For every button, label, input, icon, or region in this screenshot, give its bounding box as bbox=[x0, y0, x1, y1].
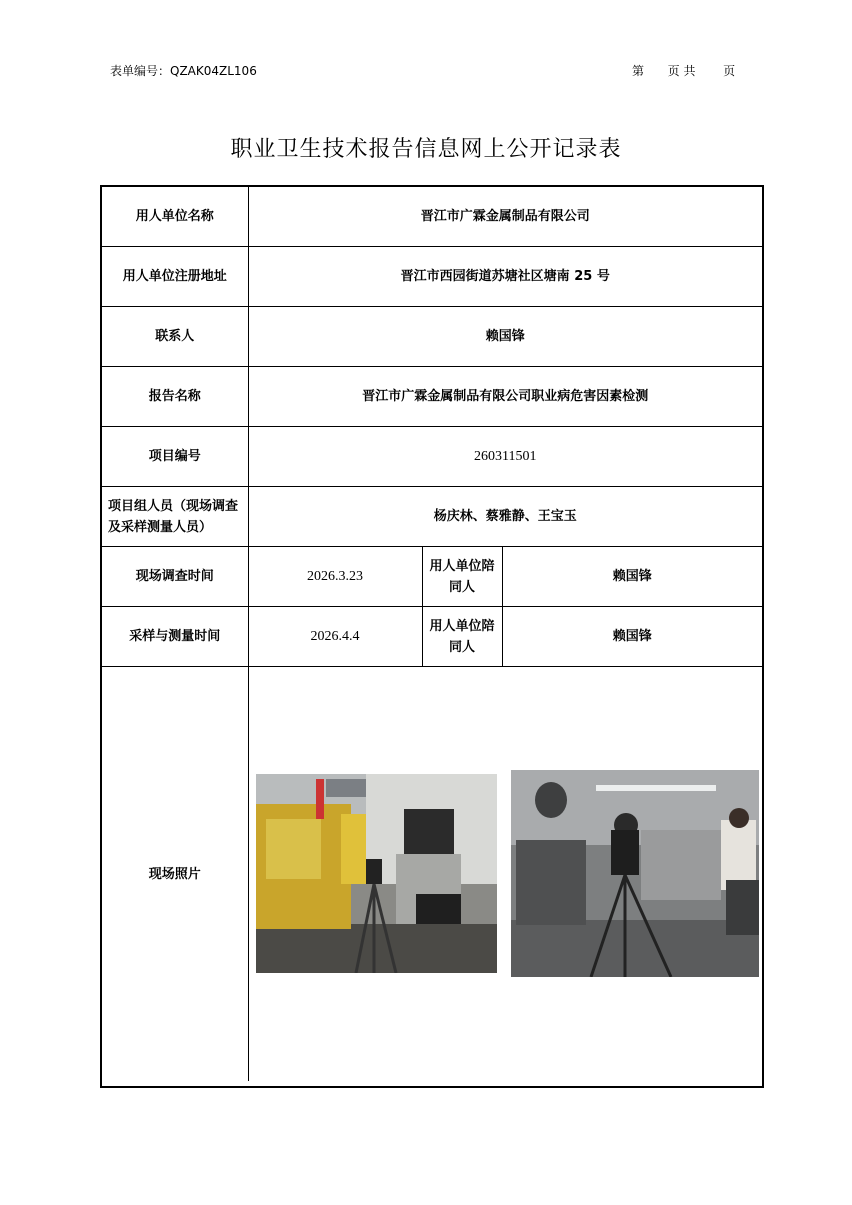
record-form bbox=[100, 185, 764, 1088]
record-table bbox=[102, 187, 762, 1081]
sampling-escort-label: 用人单位陪同人 bbox=[422, 607, 502, 667]
site-photo-1 bbox=[256, 774, 497, 973]
sampling-escort-value: 赖国锋 bbox=[502, 607, 762, 667]
page-label-suffix: 页 bbox=[723, 64, 736, 78]
employer-name-value: 晋江市广霖金属制品有限公司 bbox=[248, 187, 762, 247]
sampling-time-value: 2026.4.4 bbox=[248, 607, 422, 667]
row-project-no bbox=[102, 427, 762, 487]
team-value: 杨庆林、蔡雅静、王宝玉 bbox=[248, 487, 762, 547]
employer-address-value: 晋江市西园街道苏塘社区塘南 25 号 bbox=[248, 247, 762, 307]
employer-name-label: 用人单位名称 bbox=[102, 187, 248, 247]
photos-cell bbox=[248, 667, 762, 1082]
report-name-value: 晋江市广霖金属制品有限公司职业病危害因素检测 bbox=[248, 367, 762, 427]
row-report-name bbox=[102, 367, 762, 427]
row-sampling bbox=[102, 607, 762, 667]
row-employer-name bbox=[102, 187, 762, 247]
row-employer-address bbox=[102, 247, 762, 307]
project-no-label: 项目编号 bbox=[102, 427, 248, 487]
report-name-label: 报告名称 bbox=[102, 367, 248, 427]
form-number: 表单编号：QZAK04ZL106 bbox=[110, 64, 257, 78]
row-survey bbox=[102, 547, 762, 607]
site-photo-1-image bbox=[256, 774, 497, 973]
team-label: 项目组人员（现场调查及采样测量人员） bbox=[102, 487, 248, 547]
project-no-value: 260311501 bbox=[248, 427, 762, 487]
photos-label: 现场照片 bbox=[102, 667, 248, 1082]
survey-time-label: 现场调查时间 bbox=[102, 547, 248, 607]
site-photo-2 bbox=[511, 770, 759, 977]
site-photo-2-image bbox=[511, 770, 759, 977]
survey-escort-value: 赖国锋 bbox=[502, 547, 762, 607]
contact-label: 联系人 bbox=[102, 307, 248, 367]
photos-container bbox=[249, 667, 763, 1081]
row-team bbox=[102, 487, 762, 547]
page-label-middle: 页 共 bbox=[667, 64, 696, 78]
survey-escort-label: 用人单位陪同人 bbox=[422, 547, 502, 607]
contact-value: 赖国锋 bbox=[248, 307, 762, 367]
survey-time-value: 2026.3.23 bbox=[248, 547, 422, 607]
sampling-time-label: 采样与测量时间 bbox=[102, 607, 248, 667]
row-photos bbox=[102, 667, 762, 1082]
employer-address-label: 用人单位注册地址 bbox=[102, 247, 248, 307]
page-title: 职业卫生技术报告信息网上公开记录表 bbox=[230, 137, 622, 162]
page-label-prefix: 第 bbox=[632, 64, 645, 78]
page-indicator bbox=[632, 62, 735, 79]
row-contact bbox=[102, 307, 762, 367]
